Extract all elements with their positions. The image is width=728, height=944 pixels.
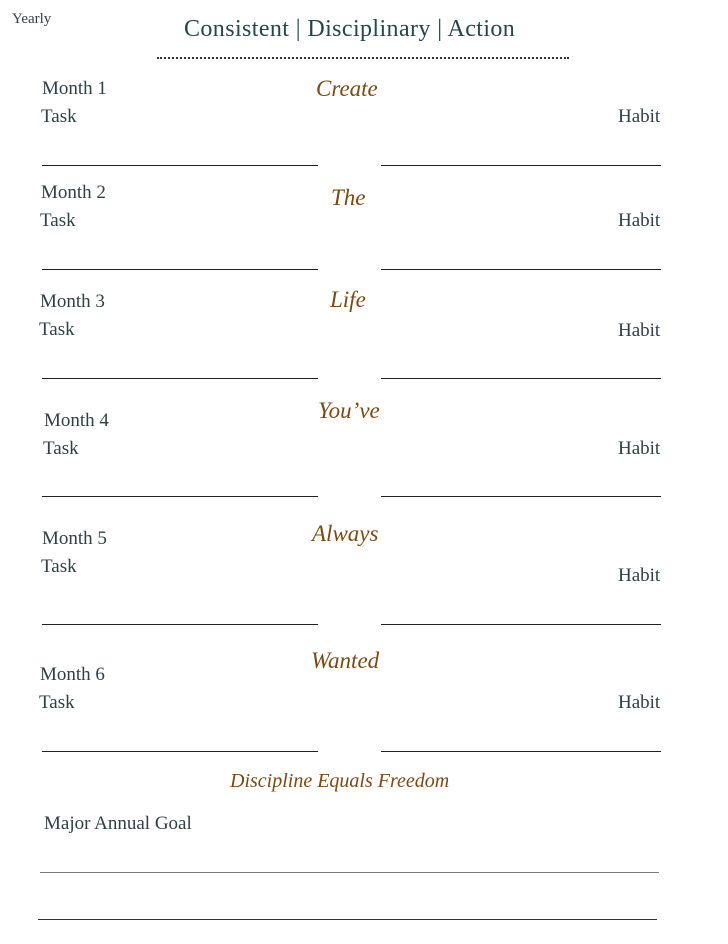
major-annual-goal-label: Major Annual Goal — [44, 813, 192, 834]
month-5-task-label: Task — [41, 556, 77, 577]
month-4-label: Month 4 — [44, 410, 109, 431]
month-2-label: Month 2 — [41, 182, 106, 203]
month-4-word: You’ve — [318, 398, 380, 423]
month-2-word: The — [331, 185, 366, 210]
month-3-task-label: Task — [39, 319, 75, 340]
month-6-label: Month 6 — [40, 664, 105, 685]
month-6-task-label: Task — [39, 692, 75, 713]
month-2-task-label: Task — [40, 210, 76, 231]
month-3-habit-label: Habit — [618, 320, 661, 341]
month-5-label: Month 5 — [42, 528, 107, 549]
month-6-word: Wanted — [311, 648, 380, 673]
page-title: Consistent | Disciplinary | Action — [184, 16, 516, 42]
motto: Discipline Equals Freedom — [230, 770, 450, 792]
month-5-habit-label: Habit — [618, 565, 661, 586]
month-3-task-line[interactable] — [42, 378, 318, 379]
month-1-habit-label: Habit — [618, 106, 661, 127]
month-2-habit-label: Habit — [618, 210, 661, 231]
goal-line-2[interactable] — [38, 919, 657, 920]
month-3-label: Month 3 — [40, 291, 105, 312]
month-5-word: Always — [312, 521, 379, 546]
month-1-label: Month 1 — [42, 78, 107, 99]
month-6-habit-line[interactable] — [381, 751, 661, 752]
month-1-task-line[interactable] — [42, 165, 318, 166]
month-4-task-line[interactable] — [42, 496, 318, 497]
month-1-word: Create — [316, 76, 378, 101]
month-4-habit-line[interactable] — [381, 496, 661, 497]
yearly-label: Yearly — [12, 11, 52, 27]
month-5-habit-line[interactable] — [381, 624, 661, 625]
month-2-habit-line[interactable] — [381, 269, 661, 270]
month-2-task-line[interactable] — [42, 269, 318, 270]
month-3-word: Life — [330, 287, 366, 312]
month-4-task-label: Task — [43, 438, 79, 459]
goal-line-1[interactable] — [40, 872, 659, 873]
month-1-task-label: Task — [41, 106, 77, 127]
month-4-habit-label: Habit — [618, 438, 661, 459]
month-6-habit-label: Habit — [618, 692, 661, 713]
month-6-task-line[interactable] — [42, 751, 318, 752]
month-5-task-line[interactable] — [42, 624, 318, 625]
month-1-habit-line[interactable] — [381, 165, 661, 166]
month-3-habit-line[interactable] — [381, 378, 661, 379]
title-dotted-rule — [157, 57, 569, 59]
